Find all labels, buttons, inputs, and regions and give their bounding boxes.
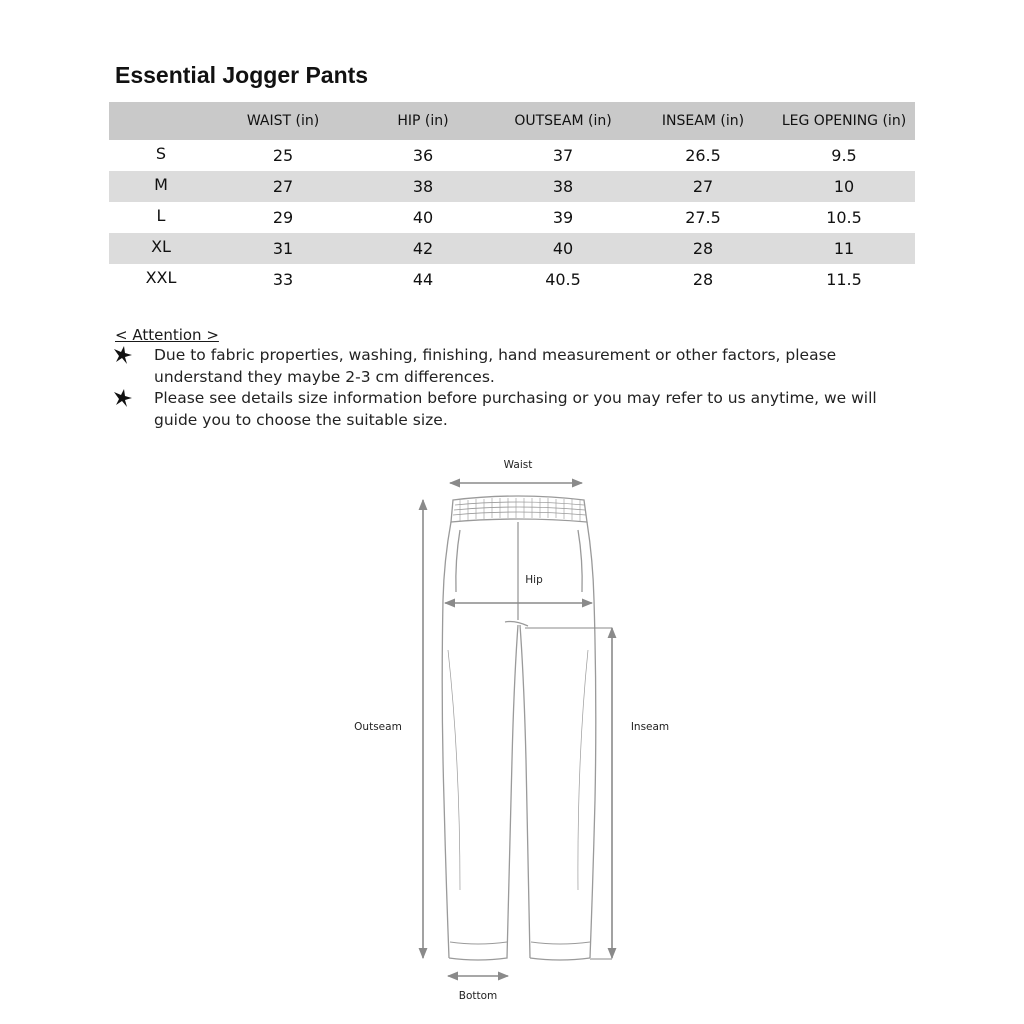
hip-value: 40 [412, 208, 434, 227]
header-leg-opening: LEG OPENING (in) [781, 113, 907, 129]
waist-value: 29 [272, 208, 294, 227]
waist-value: 33 [272, 270, 294, 289]
outseam-value: 40 [552, 239, 574, 258]
attention-heading: < Attention > [115, 326, 219, 344]
outseam-label: Outseam [354, 721, 402, 733]
hip-label: Hip [525, 574, 543, 586]
inseam-value: 28 [692, 239, 714, 258]
bottom-label: Bottom [458, 990, 498, 1002]
inseam-label: Inseam [630, 721, 670, 733]
hip-value: 36 [412, 146, 434, 165]
waist-label: Waist [503, 459, 533, 471]
size-label: XXL [145, 268, 177, 287]
header-hip: HIP (in) [397, 113, 449, 129]
inseam-value: 27 [692, 177, 714, 196]
inseam-value: 27.5 [685, 208, 721, 227]
outseam-value: 37 [552, 146, 574, 165]
size-label: L [156, 206, 166, 225]
leg-opening-value: 11 [833, 239, 855, 258]
hip-value: 42 [412, 239, 434, 258]
outseam-value: 38 [552, 177, 574, 196]
outseam-value: 40.5 [545, 270, 581, 289]
leg-opening-value: 9.5 [831, 146, 857, 165]
waist-value: 25 [272, 146, 294, 165]
header-waist: WAIST (in) [246, 113, 320, 129]
header-inseam: INSEAM (in) [661, 113, 745, 129]
leg-opening-value: 11.5 [826, 270, 862, 289]
pants-outline-icon [442, 496, 596, 960]
hip-value: 44 [412, 270, 434, 289]
size-label: S [155, 144, 167, 163]
size-label: XL [151, 237, 171, 256]
inseam-value: 28 [692, 270, 714, 289]
outseam-value: 39 [552, 208, 574, 227]
attention-note-text: Please see details size information before purchasing or you may refer to us anytime, we will guide you to choose the suitable size. [154, 389, 877, 429]
header-outseam: OUTSEAM (in) [514, 113, 612, 129]
leg-opening-value: 10 [833, 177, 855, 196]
attention-note-text: Due to fabric properties, washing, finishing, hand measurement or other factors, please understand they maybe 2-3 cm differences. [154, 346, 837, 386]
hip-value: 38 [412, 177, 434, 196]
page-title: Essential Jogger Pants [115, 62, 369, 88]
leg-opening-value: 10.5 [826, 208, 862, 227]
waist-value: 31 [272, 239, 294, 258]
waist-value: 27 [272, 177, 294, 196]
inseam-value: 26.5 [685, 146, 721, 165]
size-label: M [154, 175, 168, 194]
